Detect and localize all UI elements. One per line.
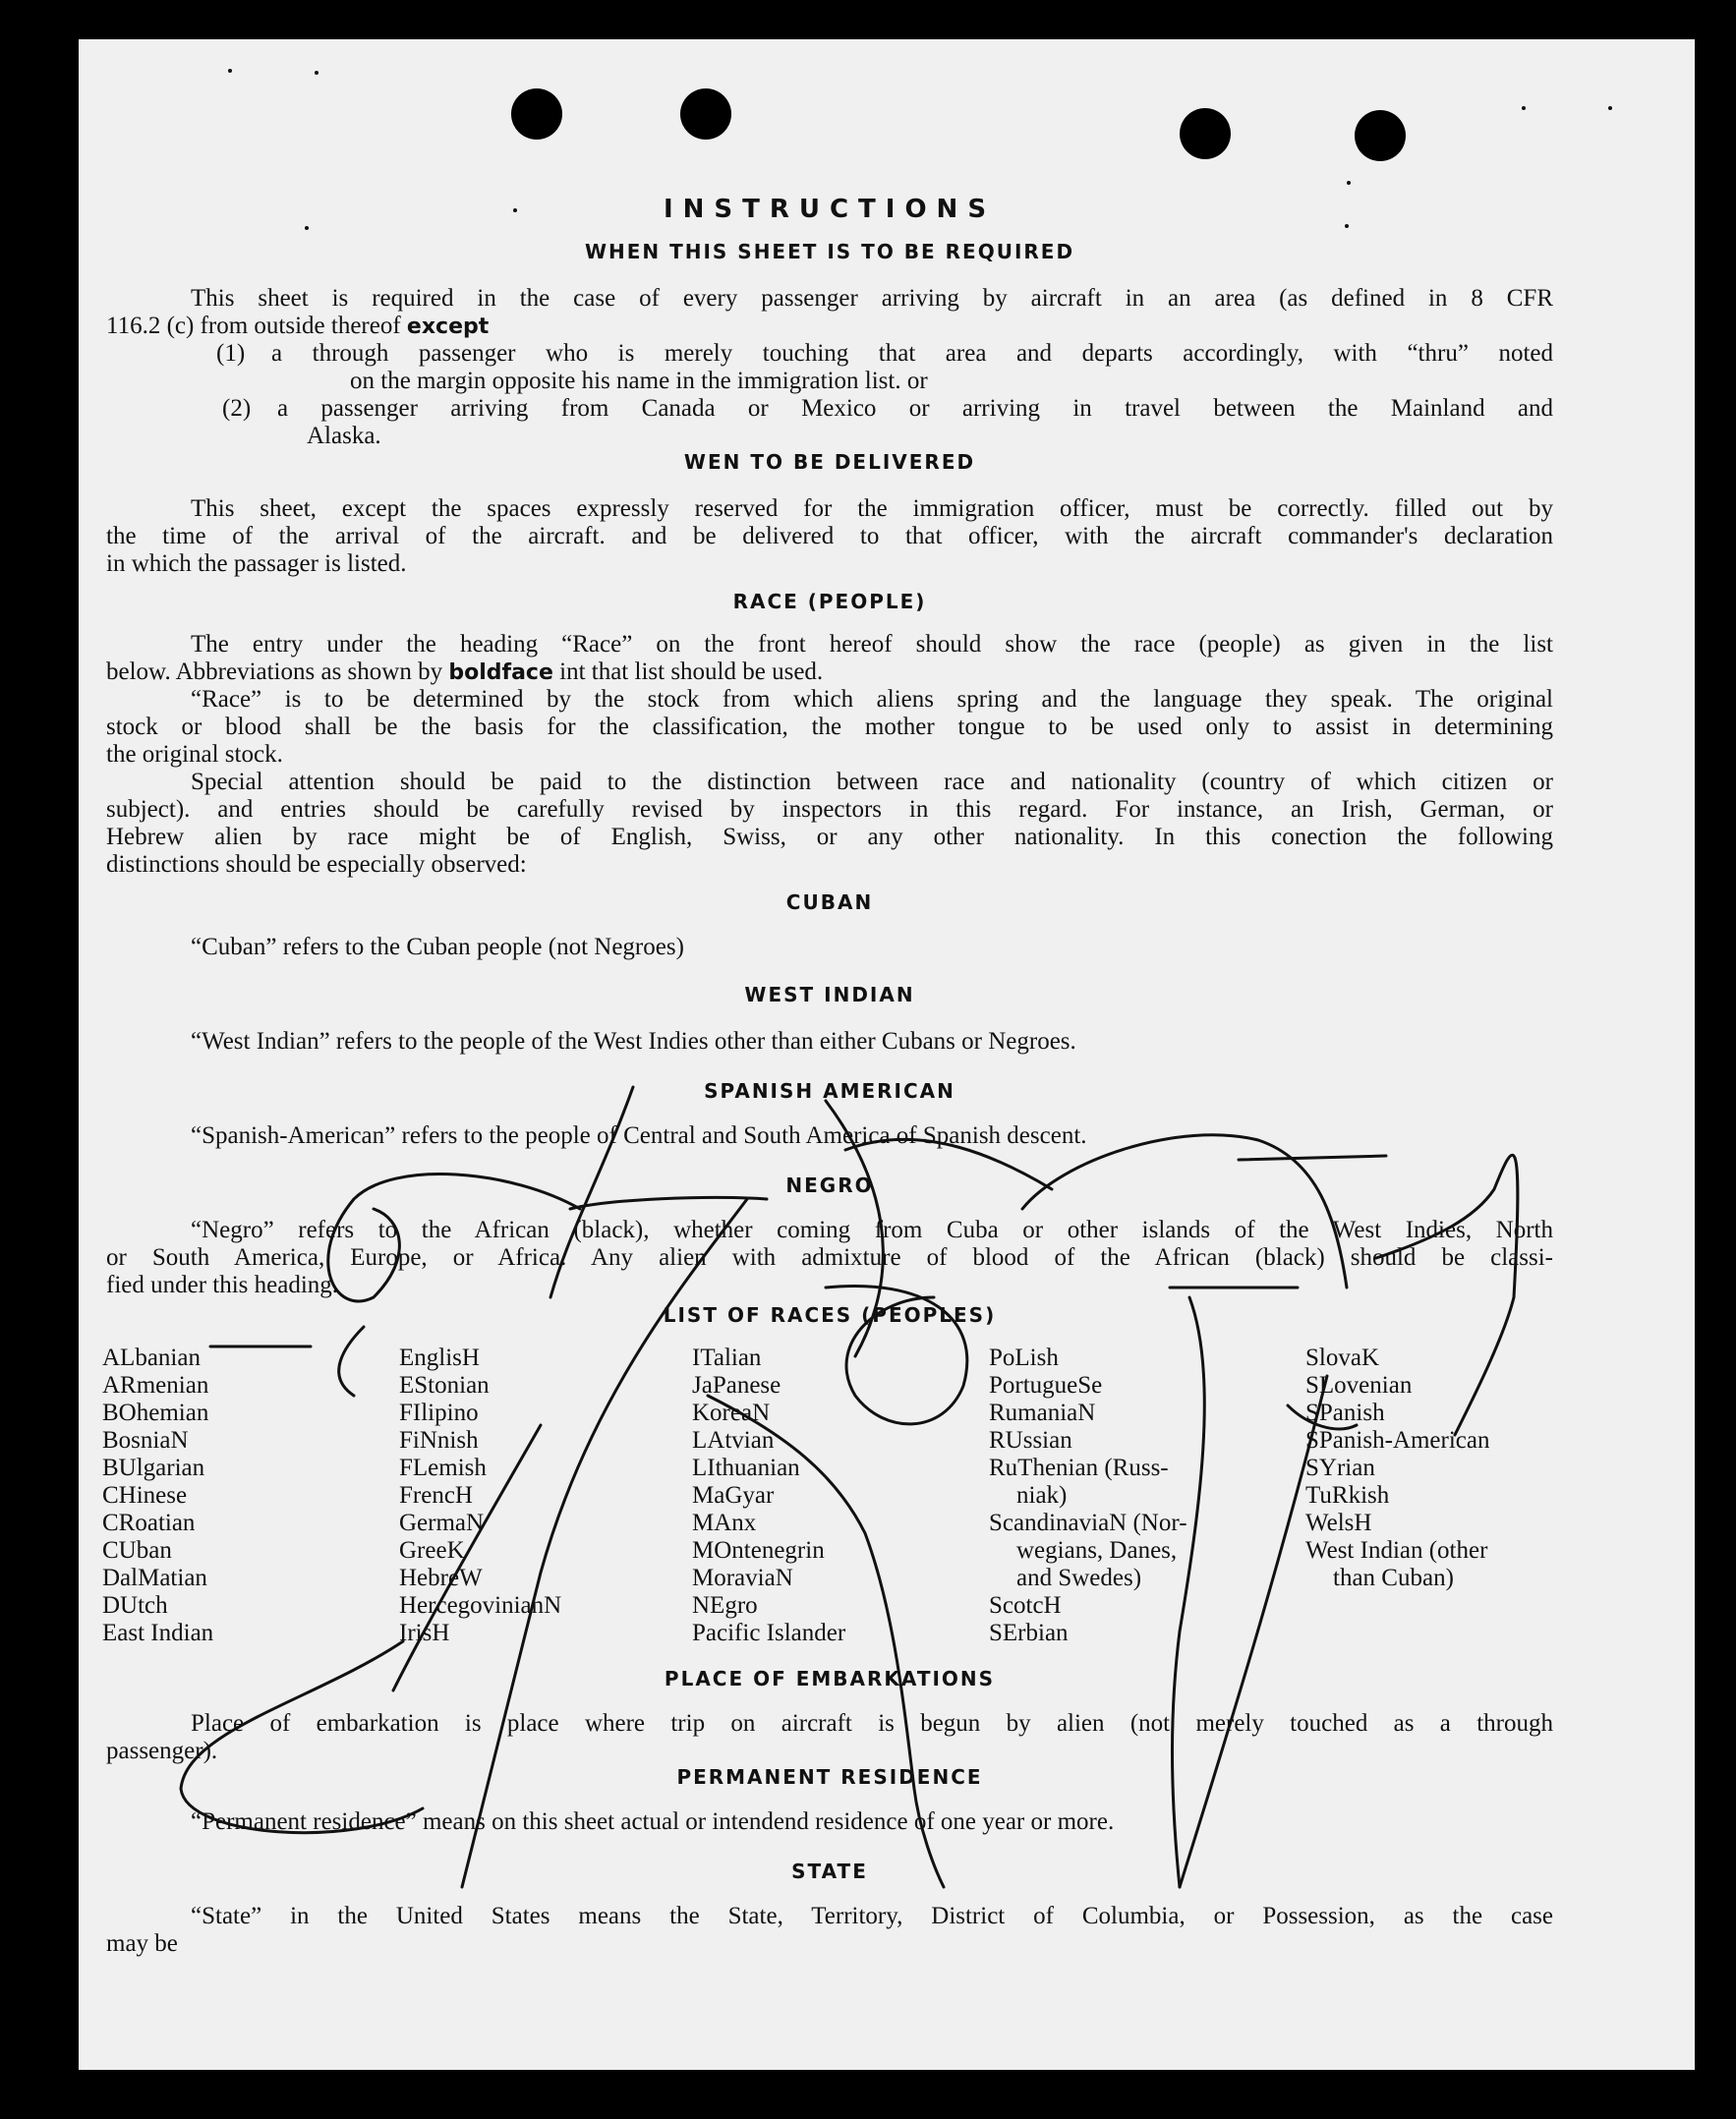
race-list-item: SlovaK xyxy=(1305,1345,1379,1371)
bold-term: except xyxy=(406,315,490,339)
paragraph-line: Hebrew alien by race might be of English, Swiss, or any other nationality. In this conection the following xyxy=(106,824,1553,850)
list-item-line: Alaska. xyxy=(307,423,381,449)
race-list-item: HebreW xyxy=(399,1565,483,1591)
paragraph-line: the original stock. xyxy=(106,741,283,768)
document-page xyxy=(79,39,1695,2070)
paragraph-line: “State” in the United States means the State, Territory, District of Columbia, or Possession, as the case xyxy=(191,1903,1553,1929)
race-list-item: CHinese xyxy=(102,1482,188,1509)
bold-term: boldface xyxy=(448,660,553,685)
section-heading-negro: NEGRO xyxy=(785,1174,874,1197)
race-list-item: ALbanian xyxy=(102,1345,201,1371)
section-heading-cuban: CUBAN xyxy=(785,890,874,914)
race-list-item-continued: niak) xyxy=(1016,1482,1068,1509)
section-heading-embarkation: PLACE OF EMBARKATIONS xyxy=(664,1667,996,1690)
paragraph-line: “Race” is to be determined by the stock from which aliens spring and the language they speak. The original xyxy=(191,686,1553,713)
section-heading-list: LIST OF RACES (PEOPLES) xyxy=(663,1303,997,1327)
race-list-item: PoLish xyxy=(989,1345,1059,1371)
race-list-item: LAtvian xyxy=(692,1427,775,1454)
race-list-item-continued: than Cuban) xyxy=(1333,1565,1454,1591)
paragraph-line: “Permanent residence” means on this sheet actual or intendend residence of one year or more. xyxy=(191,1808,1115,1835)
race-list-item: SPanish xyxy=(1305,1400,1385,1426)
race-list-item: ScotcH xyxy=(989,1592,1062,1619)
race-list-item: DalMatian xyxy=(102,1565,207,1591)
text-fragment: int that list should be used. xyxy=(559,659,824,685)
race-list-item: PortugueSe xyxy=(989,1372,1103,1399)
paragraph-line: the time of the arrival of the aircraft. and be delivered to that officer, with the aircraft commander's declaration xyxy=(106,523,1553,549)
race-list-item: DUtch xyxy=(102,1592,168,1619)
race-list-item: FrencH xyxy=(399,1482,473,1509)
page-title: INSTRUCTIONS xyxy=(663,195,997,224)
paragraph-line: in which the passager is listed. xyxy=(106,550,407,577)
list-item-line: a through passenger who is merely touching that area and departs accordingly, with “thru” noted xyxy=(271,340,1553,367)
race-list-item: GermaN xyxy=(399,1510,485,1536)
race-list-item: GreeK xyxy=(399,1537,465,1564)
paragraph-line: The entry under the heading “Race” on the front hereof should show the race (people) as given in the list xyxy=(191,631,1553,658)
paragraph-line: passenger). xyxy=(106,1738,218,1764)
race-list-item: West Indian (other xyxy=(1305,1537,1488,1564)
race-list-item: FIlipino xyxy=(399,1400,479,1426)
race-list-item: ITalian xyxy=(692,1345,762,1371)
text-fragment: below. Abbreviations as shown by xyxy=(106,659,443,685)
paragraph-line: “Spanish-American” refers to the people of Central and South America of Spanish descent. xyxy=(191,1122,1087,1149)
paragraph-line: “Negro” refers to the African (black), whether coming from Cuba or other islands of the West Indies, North xyxy=(191,1217,1553,1243)
paragraph-line: stock or blood shall be the basis for the classification, the mother tongue to be used only to assist in determining xyxy=(106,714,1553,740)
paragraph-line: distinctions should be especially observed: xyxy=(106,851,527,878)
section-heading-state: STATE xyxy=(791,1860,868,1883)
race-list-item: EStonian xyxy=(399,1372,490,1399)
section-heading-spanish-american: SPANISH AMERICAN xyxy=(704,1079,955,1103)
race-list-item: EnglisH xyxy=(399,1345,480,1371)
race-list-item: KoreaN xyxy=(692,1400,771,1426)
paragraph-line: “Cuban” refers to the Cuban people (not Negroes) xyxy=(191,934,684,960)
race-list-item: ARmenian xyxy=(102,1372,209,1399)
race-list-item: IrisH xyxy=(399,1620,450,1646)
race-list-item: WelsH xyxy=(1305,1510,1372,1536)
race-list-item: BosniaN xyxy=(102,1427,189,1454)
race-list-item: TuRkish xyxy=(1305,1482,1390,1509)
race-list-item: SPanish-American xyxy=(1305,1427,1490,1454)
race-list-item-continued: wegians, Danes, xyxy=(1016,1537,1178,1564)
section-heading-west-indian: WEST INDIAN xyxy=(744,983,915,1006)
list-item-line: on the margin opposite his name in the immigration list. or xyxy=(350,368,928,394)
race-list-item: LIthuanian xyxy=(692,1455,800,1481)
race-list-item: BOhemian xyxy=(102,1400,209,1426)
paragraph-line: or South America, Europe, or Africa. Any alien with admixture of blood of the African (black) should be classi- xyxy=(106,1244,1553,1271)
paragraph-line: This sheet is required in the case of every passenger arriving by aircraft in an area (as defined in 8 CFR xyxy=(191,285,1553,312)
handwritten-signature xyxy=(79,39,1695,2070)
section-heading-required: WHEN THIS SHEET IS TO BE REQUIRED xyxy=(584,240,1075,263)
race-list-item: RUssian xyxy=(989,1427,1072,1454)
race-list-item: FLemish xyxy=(399,1455,487,1481)
paragraph-line: Special attention should be paid to the distinction between race and nationality (country of which citizen or xyxy=(191,769,1553,795)
race-list-item: NEgro xyxy=(692,1592,758,1619)
list-item-line: a passenger arriving from Canada or Mexico or arriving in travel between the Mainland and xyxy=(277,395,1553,422)
race-list-item: FiNnish xyxy=(399,1427,479,1454)
paragraph-line: fied under this heading. xyxy=(106,1272,339,1298)
race-list-item: RuThenian (Russ- xyxy=(989,1455,1169,1481)
race-list-item: ScandinaviaN (Nor- xyxy=(989,1510,1187,1536)
list-item-number: (1) xyxy=(216,340,246,367)
race-list-item: BUlgarian xyxy=(102,1455,205,1481)
race-list-item: East Indian xyxy=(102,1620,214,1646)
race-list-item: SLovenian xyxy=(1305,1372,1413,1399)
race-list-item: HercegovinianN xyxy=(399,1592,562,1619)
section-heading-delivered: WEN TO BE DELIVERED xyxy=(683,450,976,474)
race-list-item: CRoatian xyxy=(102,1510,196,1536)
race-list-item: MOntenegrin xyxy=(692,1537,825,1564)
race-list-item: SYrian xyxy=(1305,1455,1375,1481)
race-list-item-continued: and Swedes) xyxy=(1016,1565,1142,1591)
race-list-item: MoraviaN xyxy=(692,1565,793,1591)
list-item-number: (2) xyxy=(222,395,252,422)
race-list-item: MAnx xyxy=(692,1510,757,1536)
text-fragment: 116.2 (c) from outside thereof xyxy=(106,313,401,339)
race-list-item: MaGyar xyxy=(692,1482,775,1509)
paragraph-line: “West Indian” refers to the people of the West Indies other than either Cubans or Negroes. xyxy=(191,1028,1076,1055)
paragraph-line: subject). and entries should be carefully revised by inspectors in this regard. For instance, an Irish, German, or xyxy=(106,796,1553,823)
race-list-item: RumaniaN xyxy=(989,1400,1096,1426)
race-list-item: CUban xyxy=(102,1537,172,1564)
race-list-item: Pacific Islander xyxy=(692,1620,846,1646)
race-list-item: SErbian xyxy=(989,1620,1069,1646)
paragraph-line: This sheet, except the spaces expressly reserved for the immigration officer, must be correctly. filled out by xyxy=(191,495,1553,522)
section-heading-residence: PERMANENT RESIDENCE xyxy=(676,1765,983,1789)
paragraph-line: may be xyxy=(106,1930,178,1957)
paragraph-line: Place of embarkation is place where trip on aircraft is begun by alien (not merely touched as a through xyxy=(191,1710,1553,1737)
section-heading-race: RACE (PEOPLE) xyxy=(732,590,927,613)
race-list-item: JaPanese xyxy=(692,1372,781,1399)
